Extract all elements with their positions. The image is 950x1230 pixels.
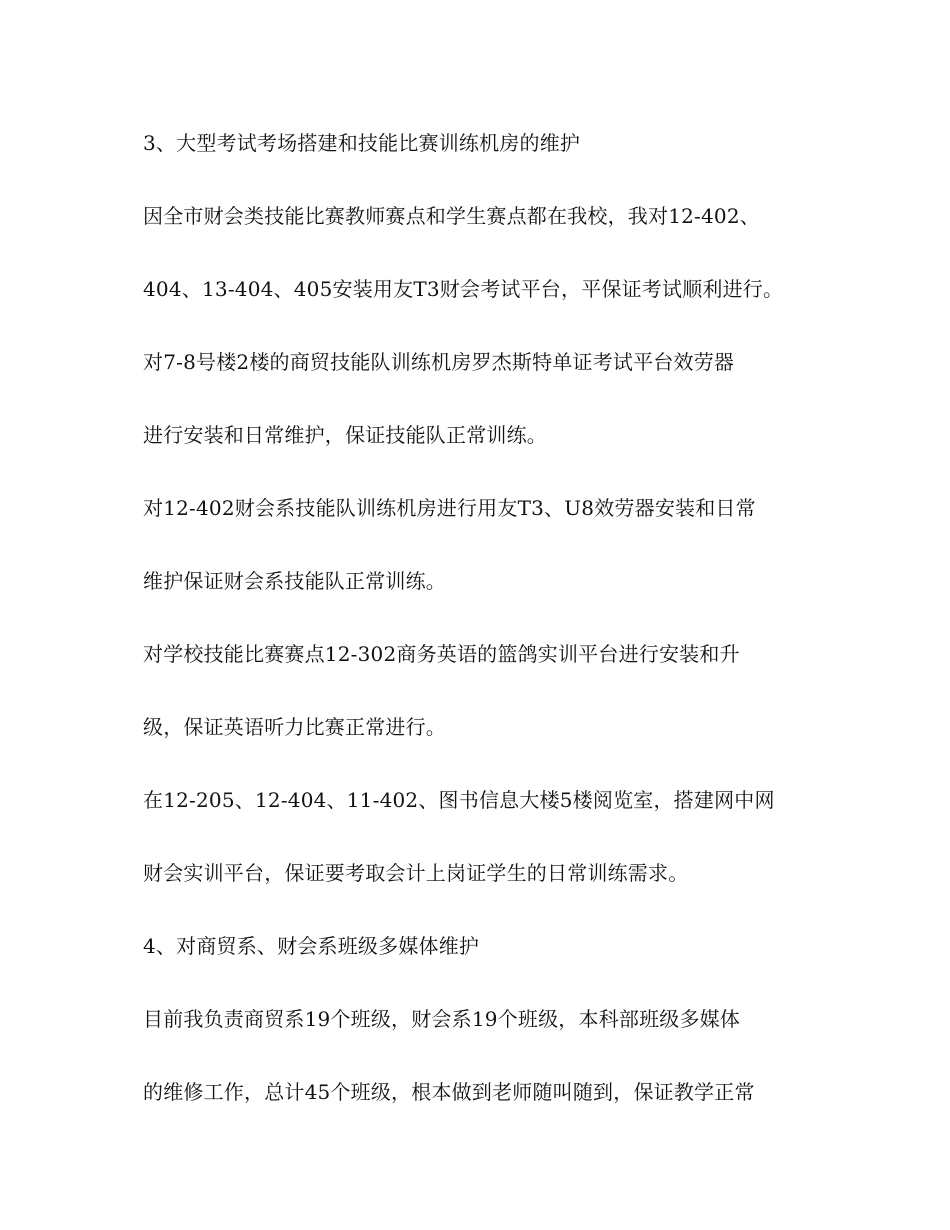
paragraph-line: 对学校技能比赛赛点12-302商务英语的篮鸽实训平台进行安装和升: [143, 642, 740, 666]
paragraph-line: 目前我负责商贸系19个班级，财会系19个班级，本科部班级多媒体: [143, 1007, 741, 1031]
paragraph-line: 级，保证英语听力比赛正常进行。: [143, 715, 446, 739]
paragraph-line: 对12-402财会系技能队训练机房进行用友T3、U8效劳器安装和日常: [143, 496, 756, 520]
paragraph-line: 维护保证财会系技能队正常训练。: [143, 569, 446, 593]
paragraph-line: 的维修工作，总计45个班级，根本做到老师随叫随到，保证教学正常: [143, 1080, 755, 1104]
paragraph-line: 进行安装和日常维护，保证技能队正常训练。: [143, 423, 547, 447]
section-heading-3: 3、大型考试考场搭建和技能比赛训练机房的维护: [143, 131, 581, 155]
paragraph-line: 对7-8号楼2楼的商贸技能队训练机房罗杰斯特单证考试平台效劳器: [143, 350, 735, 374]
paragraph-line: 404、13-404、405安装用友T3财会考试平台，平保证考试顺利进行。: [143, 277, 784, 301]
paragraph-line: 财会实训平台，保证要考取会计上岗证学生的日常训练需求。: [143, 861, 689, 885]
paragraph-line: 在12-205、12-404、11-402、图书信息大楼5楼阅览室，搭建网中网: [143, 788, 775, 812]
paragraph-line: 因全市财会类技能比赛教师赛点和学生赛点都在我校，我对12-402、: [143, 204, 760, 228]
section-heading-4: 4、对商贸系、财会系班级多媒体维护: [143, 934, 480, 958]
